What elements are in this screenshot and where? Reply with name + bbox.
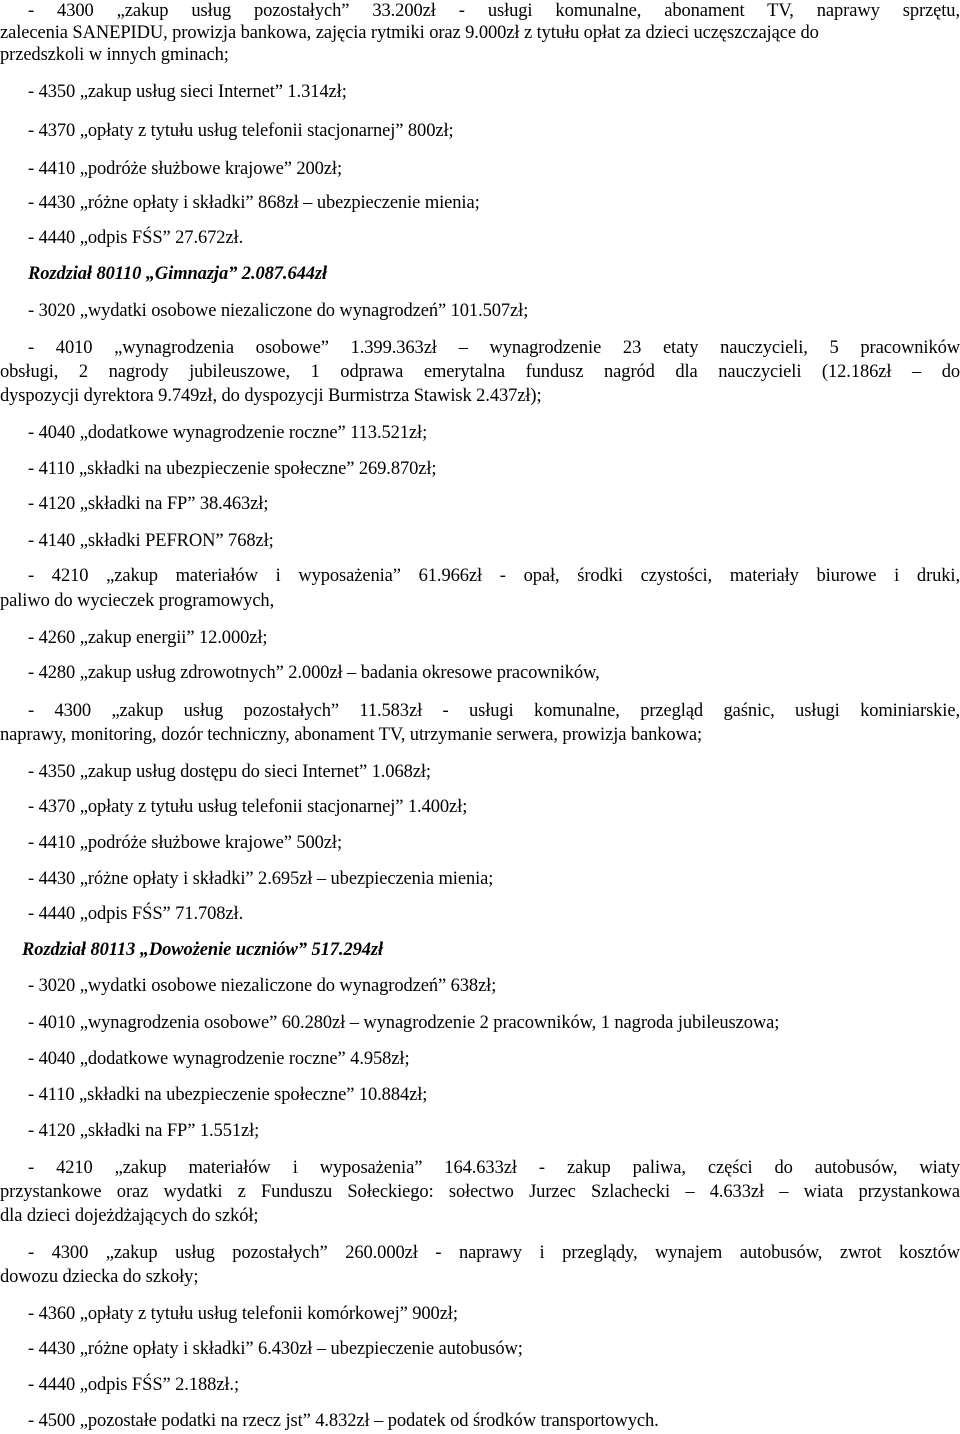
text-line: - 3020 „wydatki osobowe niezaliczone do wynagrodzeń” 101.507zł;	[28, 301, 529, 321]
text-line: naprawy, monitoring, dozór techniczny, abonament TV, utrzymanie serwera, prowizja bankowa;	[0, 725, 702, 745]
text-line: paliwo do wycieczek programowych,	[0, 591, 275, 611]
text-line: zalecenia SANEPIDU, prowizja bankowa, zajęcia rytmiki oraz 9.000zł z tytułu opłat za dzieci uczęszczające do	[0, 23, 819, 43]
text-line: - 4120 „składki na FP” 38.463zł;	[28, 494, 269, 514]
text-line: - 4410 „podróże służbowe krajowe” 500zł;	[28, 833, 342, 853]
text-line: - 4120 „składki na FP” 1.551zł;	[28, 1121, 260, 1141]
text-line: dyspozycji dyrektora 9.749zł, do dyspozycji Burmistrza Stawisk 2.437zł);	[0, 386, 542, 406]
text-line: - 4280 „zakup usług zdrowotnych” 2.000zł – badania okresowe pracowników,	[28, 663, 600, 683]
text-line: - 4430 „różne opłaty i składki” 6.430zł – ubezpieczenie autobusów;	[28, 1339, 523, 1359]
text-line: obsługi, 2 nagrody jubileuszowe, 1 odprawa emerytalna fundusz nagród dla nauczycieli (12.186zł – do	[0, 362, 960, 382]
text-line: - 4300 „zakup usług pozostałych” 11.583zł - usługi komunalne, przegląd gaśnic, usługi kominiarskie,	[28, 701, 960, 721]
text-line: dowozu dziecka do szkoły;	[0, 1267, 199, 1287]
text-line: dla dzieci dojeżdżających do szkół;	[0, 1206, 259, 1226]
text-line: - 4040 „dodatkowe wynagrodzenie roczne” 4.958zł;	[28, 1049, 410, 1069]
text-line: - 4360 „opłaty z tytułu usług telefonii komórkowej” 900zł;	[28, 1304, 458, 1324]
text-line: - 4370 „opłaty z tytułu usług telefonii stacjonarnej” 800zł;	[28, 121, 454, 141]
text-line: - 4210 „zakup materiałów i wyposażenia” 61.966zł - opał, środki czystości, materiały biurowe i druki,	[28, 566, 960, 586]
section-heading: Rozdział 80110 „Gimnazja” 2.087.644zł	[28, 264, 328, 284]
text-line: - 3020 „wydatki osobowe niezaliczone do wynagrodzeń” 638zł;	[28, 976, 497, 996]
text-line: - 4410 „podróże służbowe krajowe” 200zł;	[28, 159, 342, 179]
text-line: - 4500 „pozostałe podatki na rzecz jst” 4.832zł – podatek od środków transportowych.	[28, 1411, 659, 1431]
text-line: - 4110 „składki na ubezpieczenie społeczne” 269.870zł;	[28, 459, 437, 479]
text-line: - 4260 „zakup energii” 12.000zł;	[28, 628, 268, 648]
text-line: - 4430 „różne opłaty i składki” 2.695zł – ubezpieczenia mienia;	[28, 869, 494, 889]
text-line: - 4440 „odpis FŚS” 71.708zł.	[28, 904, 244, 924]
text-line: - 4140 „składki PEFRON” 768zł;	[28, 531, 274, 551]
text-line: - 4440 „odpis FŚS” 2.188zł.;	[28, 1375, 239, 1395]
text-line: - 4350 „zakup usług sieci Internet” 1.314zł;	[28, 82, 347, 102]
section-heading: Rozdział 80113 „Dowożenie uczniów” 517.294zł	[22, 940, 384, 960]
text-line: - 4370 „opłaty z tytułu usług telefonii stacjonarnej” 1.400zł;	[28, 797, 468, 817]
text-line: - 4300 „zakup usług pozostałych” 33.200zł - usługi komunalne, abonament TV, naprawy sprzętu,	[28, 1, 960, 21]
text-line: - 4010 „wynagrodzenia osobowe” 1.399.363zł – wynagrodzenie 23 etaty nauczycieli, 5 pracowników	[28, 338, 960, 358]
text-line: przystankowe oraz wydatki z Funduszu Sołeckiego: sołectwo Jurzec Szlachecki – 4.633zł – wiata przystankowa	[0, 1182, 960, 1202]
text-line: - 4110 „składki na ubezpieczenie społeczne” 10.884zł;	[28, 1085, 428, 1105]
text-line: - 4440 „odpis FŚS” 27.672zł.	[28, 228, 244, 248]
text-line: - 4350 „zakup usług dostępu do sieci Internet” 1.068zł;	[28, 762, 431, 782]
text-line: - 4040 „dodatkowe wynagrodzenie roczne” 113.521zł;	[28, 423, 428, 443]
text-line: przedszkoli w innych gminach;	[0, 45, 229, 65]
text-line: - 4210 „zakup materiałów i wyposażenia” 164.633zł - zakup paliwa, części do autobusów, wiaty	[28, 1158, 960, 1178]
text-line: - 4010 „wynagrodzenia osobowe” 60.280zł – wynagrodzenie 2 pracowników, 1 nagroda jubileuszowa;	[28, 1013, 780, 1033]
text-line: - 4430 „różne opłaty i składki” 868zł – ubezpieczenie mienia;	[28, 193, 480, 213]
text-line: - 4300 „zakup usług pozostałych” 260.000zł - naprawy i przeglądy, wynajem autobusów, zwrot kosztów	[28, 1243, 960, 1263]
